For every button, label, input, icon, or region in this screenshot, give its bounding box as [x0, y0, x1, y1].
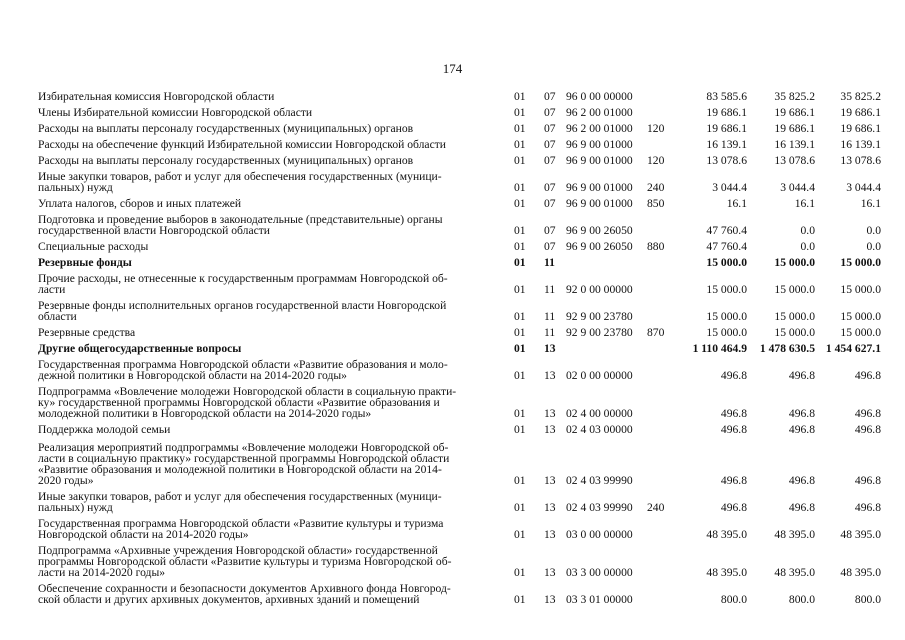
- amount-year-3: 13 078.6: [840, 154, 881, 167]
- amount-year-1: 15 000.0: [706, 310, 747, 323]
- subsection-code: 07: [544, 122, 556, 135]
- row-name-line: Резервные фонды исполнительных органов государственной власти Новгородской: [38, 299, 447, 312]
- target-article-code: 96 9 00 01000: [566, 181, 633, 194]
- row-name-line: дежной политики в Новгородской области на 2014-2020 годы»: [38, 369, 347, 382]
- row-name-line: государственной власти Новгородской области: [38, 224, 271, 237]
- section-code: 01: [514, 138, 526, 151]
- amount-year-1: 1 110 464.9: [692, 342, 747, 355]
- row-name-line: Прочие расходы, не отнесенные к государственным программам Новгородской об-: [38, 272, 448, 285]
- subsection-code: 07: [544, 240, 556, 253]
- row-name-line: пальных) нужд: [38, 501, 113, 514]
- amount-year-3: 16 139.1: [840, 138, 881, 151]
- section-code: 01: [514, 154, 526, 167]
- table-row: [38, 134, 881, 150]
- expense-type-code: 240: [647, 501, 665, 514]
- amount-year-3: 496.8: [854, 423, 881, 436]
- section-code: 01: [514, 240, 526, 253]
- expense-type-code: 880: [647, 240, 665, 253]
- amount-year-1: 48 395.0: [706, 528, 747, 541]
- table-row: [38, 322, 881, 338]
- target-article-code: 96 9 00 26050: [566, 224, 633, 237]
- target-article-code: [566, 338, 647, 354]
- amount-year-2: 19 686.1: [774, 122, 815, 135]
- expense-type-code: [647, 381, 683, 419]
- amount-year-1: 47 760.4: [706, 224, 747, 237]
- amount-year-3: 3 044.4: [846, 181, 881, 194]
- table-row: [38, 513, 881, 540]
- row-name: [38, 578, 514, 605]
- row-name: Поддержка молодой семьи: [38, 423, 171, 436]
- row-name: [38, 381, 514, 419]
- section-code: 01: [514, 326, 526, 339]
- row-name: [38, 166, 514, 193]
- row-name: [38, 354, 514, 381]
- section-code: 01: [514, 407, 526, 420]
- amount-year-1: 496.8: [720, 369, 747, 382]
- row-name: [38, 486, 514, 513]
- subsection-code: 07: [544, 106, 556, 119]
- amount-year-3: 35 825.2: [840, 90, 881, 103]
- amount-year-2: 15 000.0: [774, 326, 815, 339]
- amount-year-3: 0.0: [866, 224, 881, 237]
- expense-type-code: 850: [647, 197, 665, 210]
- amount-year-2: 16 139.1: [774, 138, 815, 151]
- amount-year-1: 48 395.0: [706, 566, 747, 579]
- amount-year-1: 19 686.1: [706, 106, 747, 119]
- amount-year-2: 1 478 630.5: [759, 342, 815, 355]
- row-name-line: Государственная программа Новгородской области «Развитие культуры и туризма: [38, 517, 444, 530]
- expense-type-code: 120: [647, 122, 665, 135]
- expense-type-code: [647, 268, 683, 295]
- table-row: [38, 540, 881, 578]
- expense-type-code: [647, 295, 683, 322]
- expense-type-code: [647, 354, 683, 381]
- table-row: [38, 118, 881, 134]
- target-article-code: 96 9 00 01000: [566, 138, 633, 151]
- subsection-code: 13: [544, 407, 556, 420]
- section-code: 01: [514, 197, 526, 210]
- amount-year-3: 496.8: [854, 369, 881, 382]
- amount-year-2: 19 686.1: [774, 106, 815, 119]
- amount-year-2: 496.8: [788, 407, 815, 420]
- expense-type-code: [647, 252, 683, 268]
- expense-type-code: 240: [647, 181, 665, 194]
- row-name-line: Новгородской области на 2014-2020 годы»: [38, 528, 249, 541]
- row-name: Уплата налогов, сборов и иных платежей: [38, 197, 242, 210]
- amount-year-1: 15 000.0: [706, 326, 747, 339]
- target-article-code: 03 3 01 00000: [566, 593, 633, 606]
- table-row: [38, 150, 881, 166]
- subsection-code: 11: [544, 283, 556, 296]
- table-row: [38, 209, 881, 236]
- row-name: Другие общегосударственные вопросы: [38, 342, 242, 355]
- expense-type-code: 870: [647, 326, 665, 339]
- amount-year-3: 496.8: [854, 407, 881, 420]
- table-row: [38, 486, 881, 513]
- amount-year-1: 16 139.1: [706, 138, 747, 151]
- section-code: 01: [514, 283, 526, 296]
- amount-year-2: 15 000.0: [774, 256, 815, 269]
- section-code: 01: [514, 90, 526, 103]
- amount-year-1: 496.8: [720, 474, 747, 487]
- target-article-code: 03 0 00 00000: [566, 528, 633, 541]
- table-row: [38, 252, 881, 268]
- row-name: Резервные фонды: [38, 256, 132, 269]
- row-name: Избирательная комиссия Новгородской области: [38, 90, 275, 103]
- amount-year-2: 800.0: [788, 593, 815, 606]
- section-code: 01: [514, 310, 526, 323]
- section-code: 01: [514, 256, 526, 269]
- row-name-line: области: [38, 310, 77, 323]
- row-name-line: Иные закупки товаров, работ и услуг для обеспечения государственных (муници-: [38, 170, 442, 183]
- amount-year-1: 15 000.0: [706, 283, 747, 296]
- section-code: 01: [514, 593, 526, 606]
- section-code: 01: [514, 369, 526, 382]
- subsection-code: 07: [544, 138, 556, 151]
- expense-type-code: 120: [647, 154, 665, 167]
- expense-type-code: [647, 338, 683, 354]
- budget-table: [38, 86, 881, 605]
- row-name: [38, 209, 514, 236]
- row-name-line: ку» государственной программы Новгородской области «Развитие образования и: [38, 396, 440, 409]
- expense-type-code: [647, 419, 683, 435]
- amount-year-2: 48 395.0: [774, 528, 815, 541]
- row-name: [38, 513, 514, 540]
- subsection-code: 07: [544, 90, 556, 103]
- amount-year-1: 496.8: [720, 501, 747, 514]
- amount-year-3: 15 000.0: [840, 326, 881, 339]
- amount-year-2: 0.0: [800, 240, 815, 253]
- row-name-line: Подпрограмма «Вовлечение молодежи Новгородской области в социальную практи-: [38, 385, 457, 398]
- target-article-code: 92 9 00 23780: [566, 310, 633, 323]
- row-name-line: ласти в социальную практику» государственной программы Новгородской области: [38, 452, 450, 465]
- row-name-line: Государственная программа Новгородской области «Развитие образования и моло-: [38, 358, 448, 371]
- row-name-line: ласти на 2014-2020 годы»: [38, 566, 166, 579]
- target-article-code: [566, 252, 647, 268]
- row-name-line: Обеспечение сохранности и безопасности документов Архивного фонда Новгород-: [38, 582, 451, 595]
- amount-year-2: 496.8: [788, 474, 815, 487]
- target-article-code: 96 9 00 26050: [566, 240, 633, 253]
- target-article-code: 96 2 00 01000: [566, 106, 633, 119]
- amount-year-3: 15 000.0: [840, 283, 881, 296]
- row-name-line: 2020 годы»: [38, 474, 94, 487]
- section-code: 01: [514, 181, 526, 194]
- amount-year-1: 496.8: [720, 407, 747, 420]
- row-name-line: Иные закупки товаров, работ и услуг для обеспечения государственных (муници-: [38, 490, 442, 503]
- amount-year-2: 496.8: [788, 423, 815, 436]
- table-row: [38, 268, 881, 295]
- amount-year-3: 496.8: [854, 501, 881, 514]
- row-name-line: пальных) нужд: [38, 181, 113, 194]
- amount-year-1: 496.8: [720, 423, 747, 436]
- target-article-code: 96 9 00 01000: [566, 154, 633, 167]
- target-article-code: 92 0 00 00000: [566, 283, 633, 296]
- target-article-code: 02 0 00 00000: [566, 369, 633, 382]
- target-article-code: 96 0 00 00000: [566, 90, 633, 103]
- expense-type-code: [647, 86, 683, 102]
- table-row: [38, 381, 881, 419]
- row-name: Резервные средства: [38, 326, 136, 339]
- row-name: [38, 295, 514, 322]
- section-code: 01: [514, 474, 526, 487]
- target-article-code: 02 4 03 99990: [566, 474, 633, 487]
- row-name: Члены Избирательной комиссии Новгородской области: [38, 106, 313, 119]
- row-name-line: программы Новгородской области «Развитие культуры и туризма Новгородской об-: [38, 555, 452, 568]
- amount-year-1: 47 760.4: [706, 240, 747, 253]
- target-article-code: 03 3 00 00000: [566, 566, 633, 579]
- table-row: [38, 354, 881, 381]
- target-article-code: 92 9 00 23780: [566, 326, 633, 339]
- subsection-code: 13: [544, 342, 556, 355]
- target-article-code: 96 2 00 01000: [566, 122, 633, 135]
- section-code: 01: [514, 342, 526, 355]
- subsection-code: 13: [544, 566, 556, 579]
- amount-year-1: 19 686.1: [706, 122, 747, 135]
- amount-year-3: 19 686.1: [840, 106, 881, 119]
- amount-year-3: 48 395.0: [840, 528, 881, 541]
- subsection-code: 07: [544, 197, 556, 210]
- table-row: [38, 166, 881, 193]
- row-name: [38, 435, 514, 486]
- amount-year-2: 16.1: [794, 197, 815, 210]
- section-code: 01: [514, 501, 526, 514]
- table-row: [38, 236, 881, 252]
- section-code: 01: [514, 106, 526, 119]
- subsection-code: 11: [544, 326, 556, 339]
- amount-year-1: 13 078.6: [706, 154, 747, 167]
- expense-type-code: [647, 102, 683, 118]
- amount-year-2: 48 395.0: [774, 566, 815, 579]
- table-row: [38, 295, 881, 322]
- amount-year-1: 3 044.4: [712, 181, 747, 194]
- amount-year-2: 15 000.0: [774, 310, 815, 323]
- subsection-code: 07: [544, 154, 556, 167]
- subsection-code: 13: [544, 593, 556, 606]
- subsection-code: 13: [544, 474, 556, 487]
- target-article-code: 02 4 00 00000: [566, 407, 633, 420]
- amount-year-3: 496.8: [854, 474, 881, 487]
- amount-year-3: 15 000.0: [840, 310, 881, 323]
- page-number: 174: [442, 61, 463, 76]
- row-name-line: ской области и других архивных документов, архивных зданий и помещений: [38, 593, 420, 606]
- amount-year-2: 496.8: [788, 501, 815, 514]
- expense-type-code: [647, 134, 683, 150]
- amount-year-1: 15 000.0: [706, 256, 747, 269]
- row-name: [38, 268, 514, 295]
- row-name: Расходы на выплаты персоналу государственных (муниципальных) органов: [38, 122, 414, 135]
- expense-type-code: [647, 209, 683, 236]
- subsection-code: 13: [544, 528, 556, 541]
- expense-type-code: [647, 435, 683, 486]
- subsection-code: 07: [544, 224, 556, 237]
- amount-year-1: 800.0: [720, 593, 747, 606]
- subsection-code: 11: [544, 310, 556, 323]
- row-name: Расходы на выплаты персоналу государственных (муниципальных) органов: [38, 154, 414, 167]
- row-name-line: молодежной политики в Новгородской области на 2014-2020 годы»: [38, 407, 372, 420]
- target-article-code: 02 4 03 00000: [566, 423, 633, 436]
- target-article-code: 02 4 03 99990: [566, 501, 633, 514]
- amount-year-3: 19 686.1: [840, 122, 881, 135]
- table-row: [38, 338, 881, 354]
- subsection-code: 13: [544, 423, 556, 436]
- amount-year-2: 13 078.6: [774, 154, 815, 167]
- row-name-line: Реализация мероприятий подпрограммы «Вовлечение молодежи Новгородской об-: [38, 441, 449, 454]
- row-name-line: «Развитие образования и молодежной политики в Новгородской области на 2014-: [38, 463, 442, 476]
- amount-year-3: 0.0: [866, 240, 881, 253]
- table-row: [38, 419, 881, 435]
- table-row: [38, 435, 881, 486]
- subsection-code: 07: [544, 181, 556, 194]
- section-code: 01: [514, 528, 526, 541]
- table-row: [38, 193, 881, 209]
- row-name: Специальные расходы: [38, 240, 149, 253]
- row-name-line: Подпрограмма «Архивные учреждения Новгородской области» государственной: [38, 544, 438, 557]
- expense-type-code: [647, 578, 683, 605]
- amount-year-1: 83 585.6: [706, 90, 747, 103]
- amount-year-1: 16.1: [726, 197, 747, 210]
- table-row: [38, 102, 881, 118]
- expense-type-code: [647, 513, 683, 540]
- table-row: [38, 578, 881, 605]
- amount-year-3: 15 000.0: [840, 256, 881, 269]
- table-row: [38, 86, 881, 102]
- expense-type-code: [647, 540, 683, 578]
- row-name-line: ласти: [38, 283, 66, 296]
- section-code: 01: [514, 423, 526, 436]
- section-code: 01: [514, 122, 526, 135]
- section-code: 01: [514, 566, 526, 579]
- amount-year-2: 0.0: [800, 224, 815, 237]
- row-name: Расходы на обеспечение функций Избирательной комиссии Новгородской области: [38, 138, 446, 151]
- target-article-code: 96 9 00 01000: [566, 197, 633, 210]
- amount-year-3: 800.0: [854, 593, 881, 606]
- amount-year-2: 15 000.0: [774, 283, 815, 296]
- amount-year-2: 496.8: [788, 369, 815, 382]
- amount-year-3: 1 454 627.1: [825, 342, 881, 355]
- subsection-code: 13: [544, 501, 556, 514]
- amount-year-2: 3 044.4: [780, 181, 815, 194]
- amount-year-2: 35 825.2: [774, 90, 815, 103]
- subsection-code: 11: [544, 256, 555, 269]
- amount-year-3: 48 395.0: [840, 566, 881, 579]
- amount-year-3: 16.1: [860, 197, 881, 210]
- row-name: [38, 540, 514, 578]
- row-name-line: Подготовка и проведение выборов в законодательные (представительные) органы: [38, 213, 443, 226]
- section-code: 01: [514, 224, 526, 237]
- subsection-code: 13: [544, 369, 556, 382]
